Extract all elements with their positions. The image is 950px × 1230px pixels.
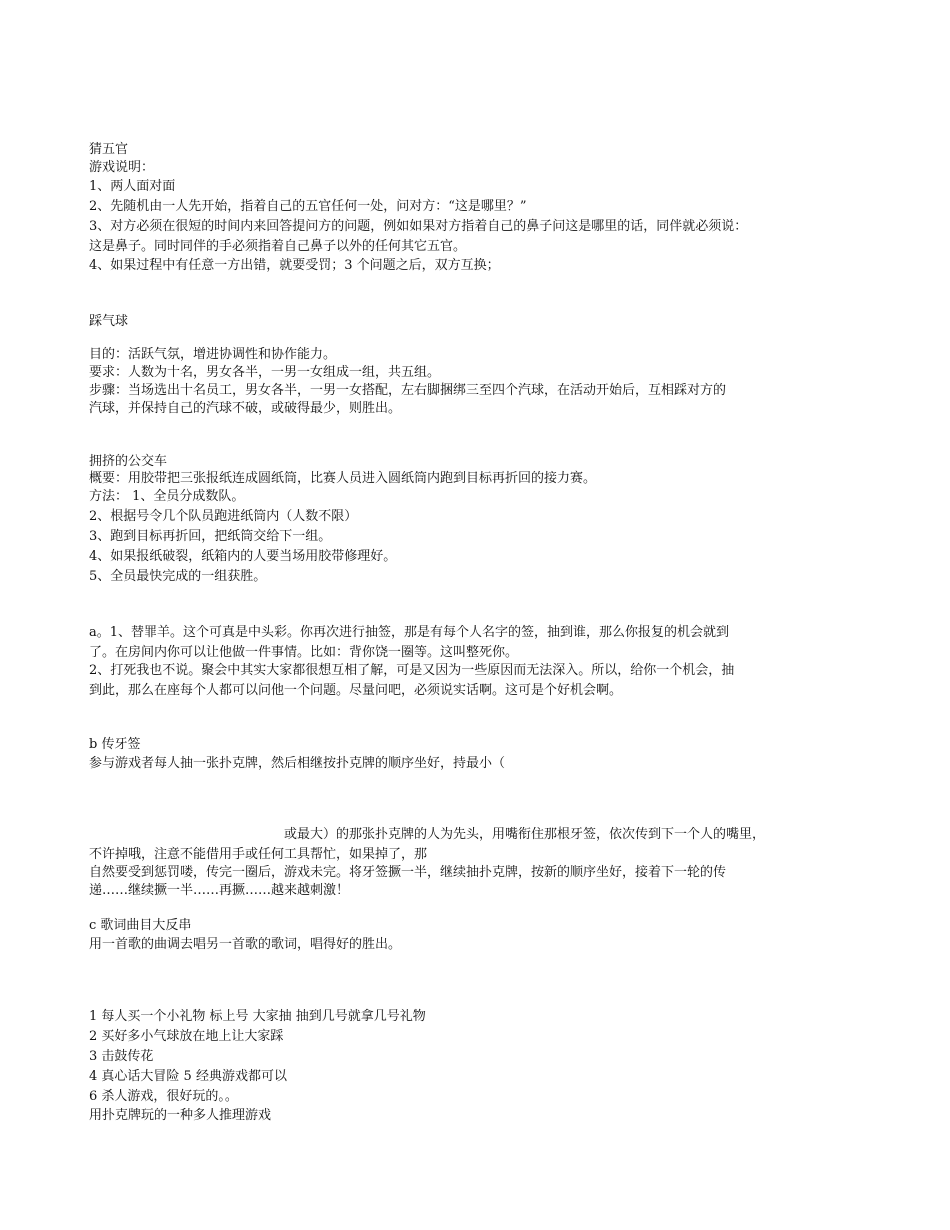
heading-lyrics-swap: c 歌词曲目大反串 (89, 918, 192, 933)
text-line: 参与游戏者每人抽一张扑克牌，然后相继按扑克牌的顺序坐好，持最小（ (89, 756, 506, 771)
list-item: 2 买好多小气球放在地上让大家踩 (89, 1029, 284, 1044)
heading-pass-toothpick: b 传牙签 (89, 737, 141, 752)
heading-guess-facial-features: 猜五官 (89, 142, 129, 157)
text-line: 3、跑到目标再折回，把纸筒交给下一组。 (89, 529, 332, 544)
list-item: 1 每人买一个小礼物 标上号 大家抽 抽到几号就拿几号礼物 (89, 1009, 426, 1024)
text-line: 步骤：当场选出十名员工，男女各半，一男一女搭配，左右脚捆绑三至四个汽球，在活动开始后，互相踩对方的 (89, 383, 727, 398)
text-line: 不许掉哦，注意不能借用手或任何工具帮忙，如果掉了，那 (89, 847, 428, 862)
text-line: 了。在房间内你可以让他做一件事情。比如：背你饶一圈等。这叫整死你。 (89, 645, 519, 660)
text-line: 5、全员最快完成的一组获胜。 (89, 569, 267, 584)
text-line: 这是鼻子。同时同伴的手必须指着自己鼻子以外的任何其它五官。 (89, 239, 467, 254)
text-line: 4、如果过程中有任意一方出错，就要受罚；3 个问题之后，双方互换； (89, 258, 500, 273)
text-line: 概要：用胶带把三张报纸连成圆纸筒，比赛人员进入圆纸筒内跑到目标再折回的接力赛。 (89, 471, 597, 486)
text-line: 3、对方必须在很短的时间内来回答提问方的问题，例如如果对方指着自己的鼻子问这是哪里的话，同伴就必须说： (89, 219, 748, 234)
text-line: a。1、替罪羊。这个可真是中头彩。你再次进行抽签，那是有每个人名字的签，抽到谁，那么你报复的机会就到 (89, 625, 730, 640)
heading-crowded-bus: 拥挤的公交车 (89, 454, 168, 469)
text-line: 1、两人面对面 (89, 179, 176, 194)
text-line: 2、根据号令几个队员跑进纸筒内（人数不限） (89, 509, 358, 524)
text-line: 要求：人数为十名，男女各半，一男一女组成一组，共五组。 (89, 365, 441, 380)
text-line: 目的：活跃气氛，增进协调性和协作能力。 (89, 347, 337, 362)
text-line: 自然要受到惩罚喽，传完一圈后，游戏未完。将牙签撅一半，继续抽扑克牌，按新的顺序坐好，接着下一轮的传 (89, 865, 727, 880)
text-line: 方法： 1、全员分成数队。 (89, 489, 245, 504)
list-item: 4 真心话大冒险 5 经典游戏都可以 (89, 1069, 287, 1084)
text-line: 4、如果报纸破裂，纸箱内的人要当场用胶带修理好。 (89, 549, 397, 564)
text-line: 或最大）的那张扑克牌的人为先头，用嘴衔住那根牙签，依次传到下一个人的嘴里， (284, 827, 766, 842)
text-line: 游戏说明： (89, 160, 155, 175)
list-item: 6 杀人游戏，很好玩的。。 (89, 1089, 238, 1104)
heading-step-on-balloons: 踩气球 (89, 314, 129, 329)
text-line: 用扑克牌玩的一种多人推理游戏 (89, 1108, 272, 1123)
text-line: 2、先随机由一人先开始，指着自己的五官任何一处，问对方：“这是哪里？” (89, 199, 527, 214)
list-item: 3 击鼓传花 (89, 1049, 154, 1064)
text-line: 用一首歌的曲调去唱另一首歌的歌词，唱得好的胜出。 (89, 937, 402, 952)
text-line: 汽球，并保持自己的汽球不破，或破得最少，则胜出。 (89, 401, 402, 416)
text-line: 2、打死我也不说。聚会中其实大家都很想互相了解，可是又因为一些原因而无法深入。所以，给你一个机会，抽 (89, 663, 735, 678)
text-line: 到此，那么在座每个人都可以问他一个问题。尽量问吧，必须说实话啊。这可是个好机会啊。 (89, 683, 623, 698)
text-line: 递……继续撅一半……再撅……越来越刺激！ (89, 883, 350, 898)
